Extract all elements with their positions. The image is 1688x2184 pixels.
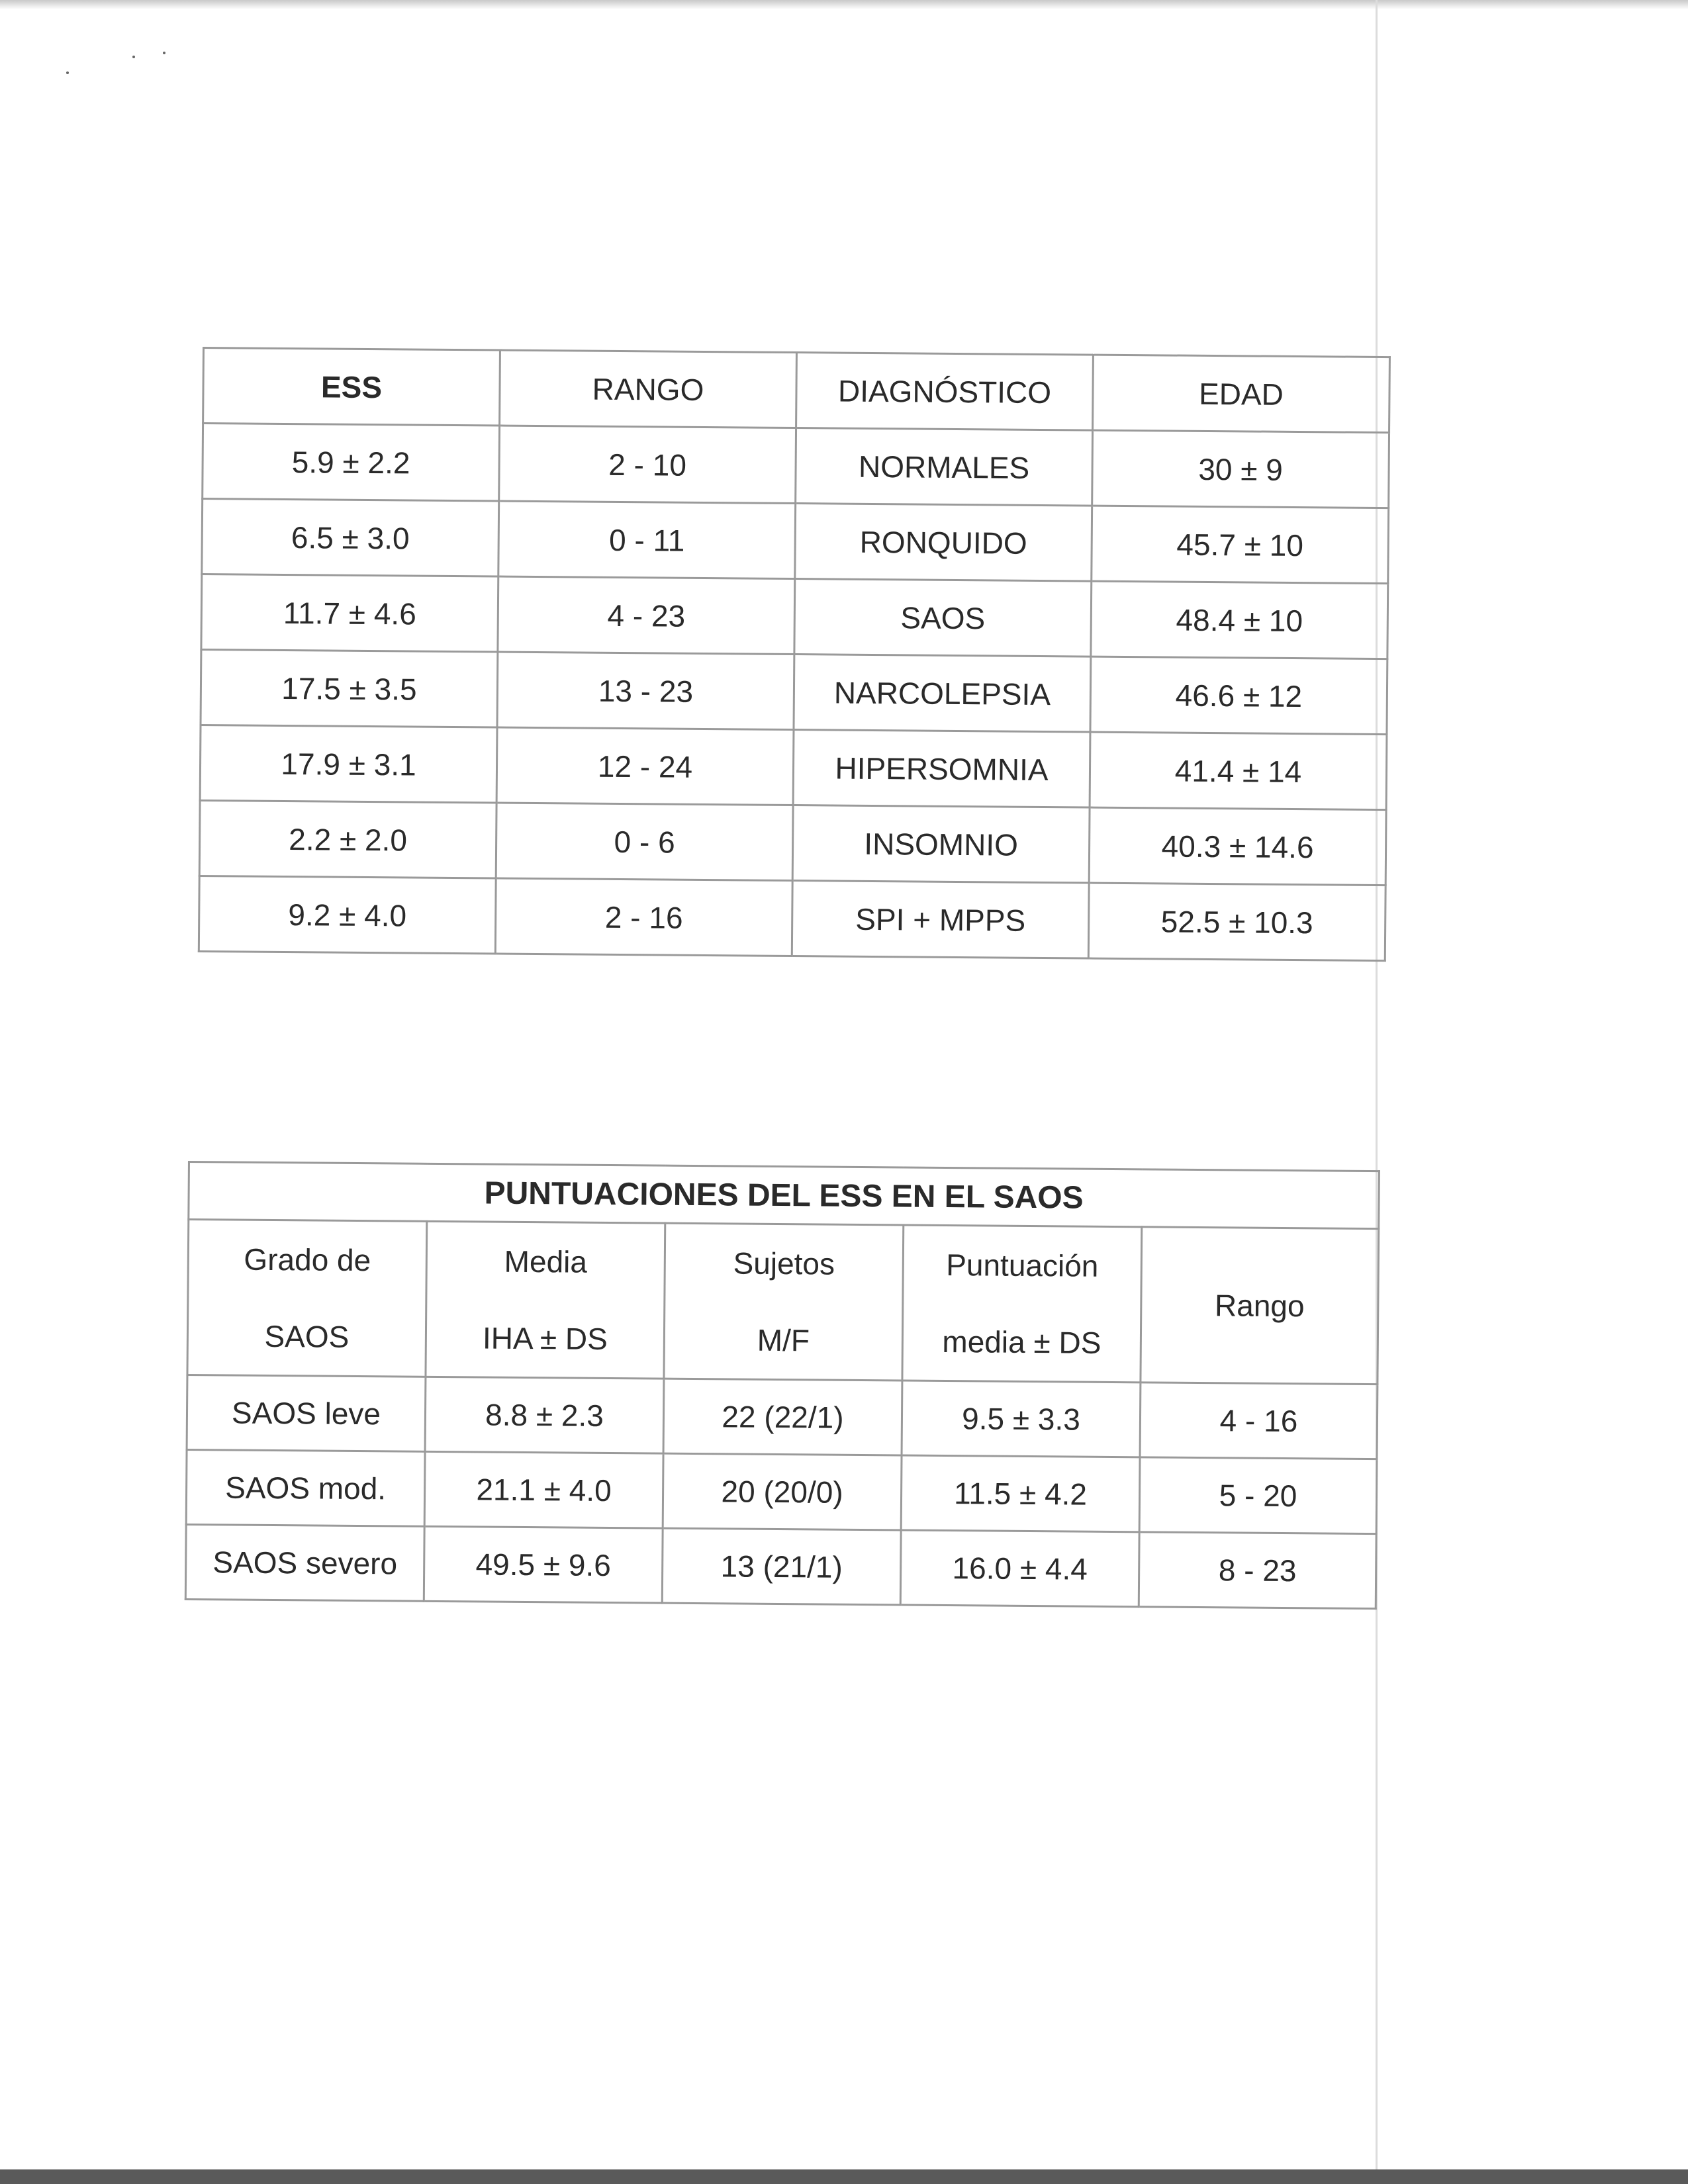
cell-ess: 9.2 ± 4.0	[199, 876, 496, 954]
cell-rango: 0 - 11	[498, 501, 796, 579]
cell-puntuacion: 11.5 ± 4.2	[901, 1455, 1140, 1532]
cell-ess: 11.7 ± 4.6	[201, 574, 498, 653]
table-row	[200, 725, 1387, 809]
cell-diagnostico: HIPERSOMNIA	[793, 730, 1090, 808]
header-grado-line1: Grado de	[244, 1242, 371, 1278]
cell-diagnostico: NORMALES	[796, 428, 1093, 506]
table-header-row	[203, 348, 1390, 433]
table-row	[201, 574, 1388, 659]
cell-rango: 2 - 10	[499, 426, 796, 504]
scan-speck	[132, 56, 135, 58]
header-media-line1: Media	[504, 1244, 588, 1279]
header-puntuacion-line1: Puntuación	[946, 1248, 1099, 1283]
header-ess: ESS	[203, 348, 500, 426]
ess-diagnosis-table	[198, 347, 1391, 962]
cell-media: 49.5 ± 9.6	[424, 1526, 663, 1603]
cell-diagnostico: SAOS	[794, 579, 1092, 657]
cell-media: 8.8 ± 2.3	[425, 1377, 664, 1453]
table-row	[186, 1449, 1377, 1533]
cell-grado: SAOS leve	[187, 1375, 426, 1452]
table-row	[187, 1375, 1378, 1459]
cell-edad: 45.7 ± 10	[1092, 506, 1389, 584]
cell-sujetos: 22 (22/1)	[663, 1379, 902, 1455]
cell-media: 21.1 ± 4.0	[424, 1451, 663, 1528]
cell-rango: 5 - 20	[1139, 1457, 1377, 1534]
cell-ess: 17.9 ± 3.1	[200, 725, 497, 803]
table-row	[199, 876, 1385, 960]
header-sujetos-line1: Sujetos	[733, 1246, 835, 1281]
cell-grado: SAOS severo	[185, 1524, 424, 1601]
cell-diagnostico: INSOMNIO	[792, 805, 1090, 884]
header-sujetos-line2: M/F	[757, 1322, 810, 1358]
cell-puntuacion: 9.5 ± 3.3	[902, 1381, 1141, 1457]
header-diagnostico: DIAGNÓSTICO	[796, 353, 1094, 431]
header-edad: EDAD	[1093, 355, 1390, 433]
table-row	[203, 424, 1389, 508]
cell-edad: 52.5 ± 10.3	[1088, 883, 1385, 961]
cell-diagnostico: SPI + MPPS	[792, 881, 1089, 959]
cell-ess: 17.5 ± 3.5	[201, 649, 498, 727]
cell-rango: 0 - 6	[496, 803, 793, 881]
cell-rango: 4 - 16	[1140, 1383, 1378, 1459]
scan-speck	[66, 71, 69, 74]
cell-ess: 5.9 ± 2.2	[203, 424, 500, 502]
table-header-row	[187, 1220, 1379, 1385]
cell-edad: 41.4 ± 14	[1090, 732, 1387, 810]
scan-page-edge	[1376, 0, 1378, 2184]
cell-rango: 12 - 24	[496, 727, 794, 805]
cell-grado: SAOS mod.	[186, 1449, 425, 1526]
scan-speck	[163, 52, 165, 54]
ess-saos-table	[185, 1161, 1380, 1610]
table-row	[185, 1524, 1376, 1608]
table-title-row	[189, 1162, 1380, 1229]
cell-edad: 40.3 ± 14.6	[1089, 807, 1386, 886]
cell-edad: 30 ± 9	[1092, 430, 1389, 508]
cell-ess: 6.5 ± 3.0	[202, 499, 499, 577]
header-media	[426, 1221, 665, 1379]
header-rango-line1: Rango	[1214, 1288, 1305, 1324]
cell-rango: 13 - 23	[497, 652, 794, 730]
header-media-line2: IHA ± DS	[482, 1320, 608, 1356]
cell-rango: 2 - 16	[495, 878, 792, 956]
cell-diagnostico: RONQUIDO	[795, 504, 1092, 582]
scan-top-shadow	[0, 0, 1688, 9]
scan-bottom-edge	[0, 2169, 1688, 2184]
table-row	[199, 800, 1386, 885]
table-row	[201, 649, 1387, 734]
table-row	[202, 499, 1389, 584]
cell-diagnostico: NARCOLEPSIA	[794, 655, 1091, 733]
header-puntuacion	[902, 1225, 1142, 1383]
header-rango: RANGO	[500, 350, 797, 428]
cell-puntuacion: 16.0 ± 4.4	[900, 1530, 1139, 1607]
header-rango	[1141, 1227, 1379, 1385]
table-title: PUNTUACIONES DEL ESS EN EL SAOS	[189, 1162, 1380, 1229]
cell-edad: 46.6 ± 12	[1090, 657, 1387, 735]
cell-sujetos: 20 (20/0)	[663, 1453, 902, 1530]
header-sujetos	[664, 1223, 904, 1381]
cell-sujetos: 13 (21/1)	[662, 1528, 901, 1605]
header-puntuacion-line2: media ± DS	[942, 1324, 1102, 1360]
cell-edad: 48.4 ± 10	[1091, 581, 1388, 659]
cell-rango: 8 - 23	[1139, 1532, 1376, 1609]
cell-ess: 2.2 ± 2.0	[199, 800, 496, 878]
header-grado-line2: SAOS	[264, 1318, 350, 1354]
cell-rango: 4 - 23	[498, 576, 795, 655]
header-grado	[187, 1220, 427, 1377]
